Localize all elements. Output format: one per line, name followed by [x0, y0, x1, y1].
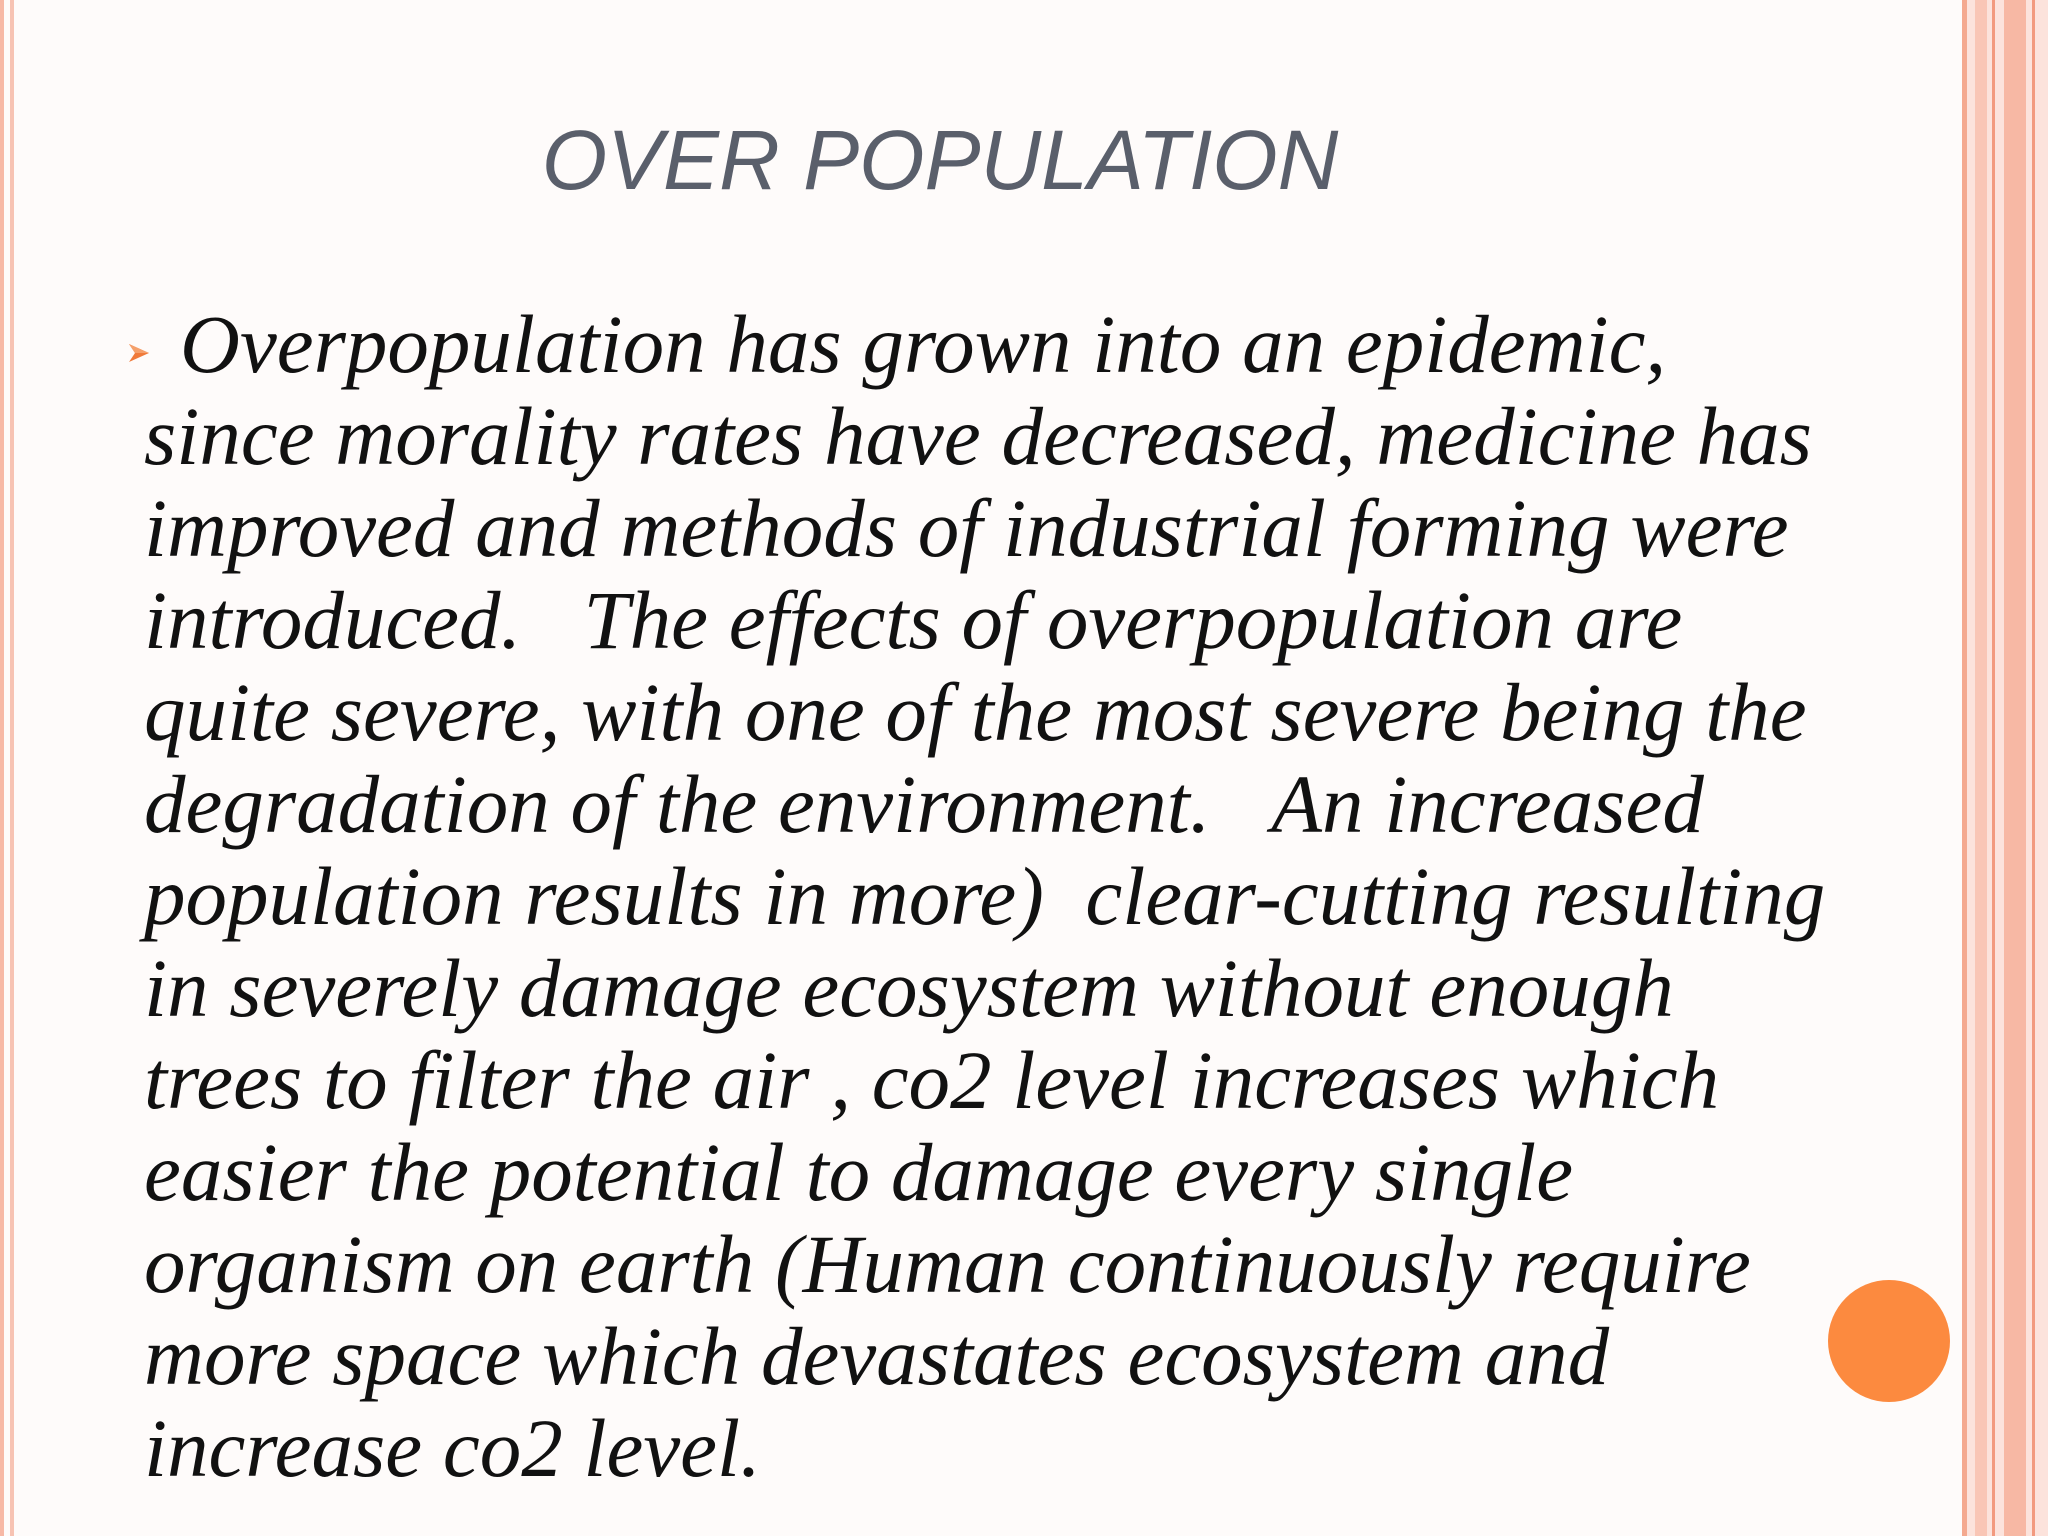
bullet-first-line: Overpopulation has grown into an epidemic, — [180, 298, 1667, 390]
left-border-stripe — [0, 0, 4, 1536]
bullet-text-line: improved and methods of industrial forming were — [144, 482, 1789, 574]
bullet-text-line: degradation of the environment. An increased — [144, 758, 1704, 850]
bullet-text-line: increase co2 level. — [144, 1402, 761, 1494]
bullet-text-line: trees to filter the air , co2 level increases which — [144, 1034, 1720, 1126]
bullet-text-line: population results in more) clear-cutting resulting — [144, 850, 1826, 942]
left-border-stripe — [10, 0, 14, 1536]
bullet-text-line: more space which devastates ecosystem and — [144, 1310, 1610, 1402]
bullet-text-block — [144, 390, 1884, 1494]
right-border-stripe — [1975, 0, 1987, 1536]
bullet-text-line: in severely damage ecosystem without enough — [144, 942, 1674, 1034]
right-border-stripe — [1962, 0, 1967, 1536]
bullet-text-line: introduced. The effects of overpopulation are — [144, 574, 1683, 666]
bullet-text-line: easier the potential to damage every single — [144, 1126, 1574, 1218]
decorative-orange-circle — [1828, 1280, 1950, 1402]
bullet-text-line: since morality rates have decreased, medicine has — [144, 390, 1812, 482]
bullet-text-line: organism on earth (Human continuously require — [144, 1218, 1751, 1310]
right-border-stripe — [2032, 0, 2035, 1536]
right-border-stripe — [1992, 0, 1995, 1536]
right-border-stripe — [2004, 0, 2026, 1536]
slide-title: OVER POPULATION — [541, 113, 1339, 207]
arrow-bullet-icon — [127, 340, 153, 366]
bullet-text-line: quite severe, with one of the most severe being the — [144, 666, 1807, 758]
